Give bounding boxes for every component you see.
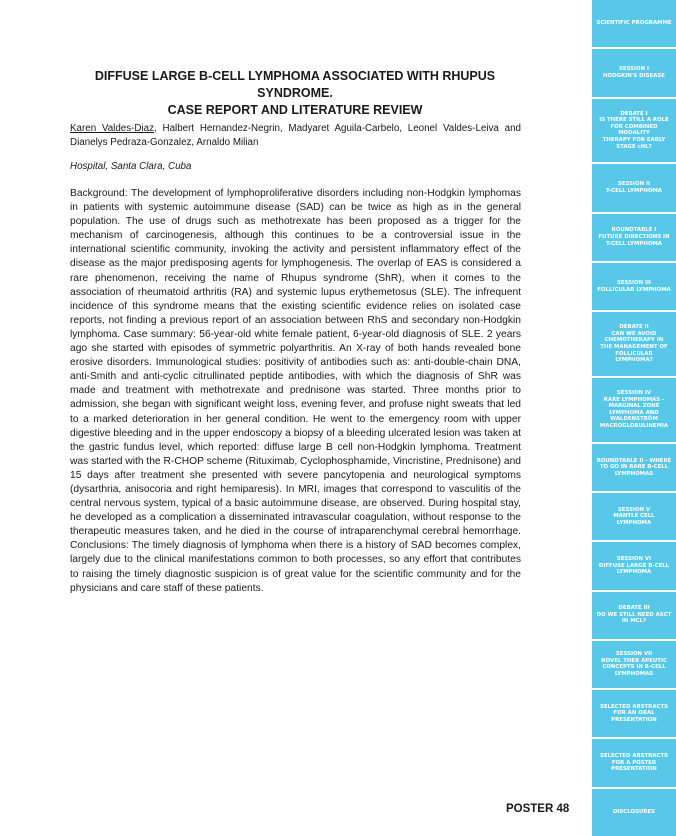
nav-line: TO GO IN RARE B-CELL: [599, 464, 669, 471]
nav-line: CHEMOTHERAPY IN: [604, 337, 664, 344]
nav-line: SELECTED ABSTRACTS: [599, 753, 669, 760]
nav-line: LYMPHOMA AND: [609, 409, 659, 416]
nav-roundtable-1[interactable]: [592, 214, 676, 261]
nav-line: LYMPHOMAS: [614, 470, 654, 477]
author-list: [70, 122, 521, 149]
nav-line: SESSION VII: [615, 651, 653, 658]
nav-line: DEBATE III: [618, 605, 650, 612]
nav-line: DISCLOSURES: [612, 808, 656, 815]
nav-line: STAGE cHL?: [616, 143, 652, 150]
first-author: Karen Valdes-Diaz: [70, 123, 155, 134]
nav-label: [601, 651, 667, 677]
nav-line: ROUNDTABLE I: [611, 227, 657, 234]
nav-label: [600, 753, 668, 773]
nav-roundtable-2[interactable]: [592, 444, 676, 491]
title-line-1: DIFFUSE LARGE B-CELL LYMPHOMA ASSOCIATED WITH RHUPUS SYNDROME.: [94, 69, 496, 100]
nav-label: [596, 507, 672, 527]
nav-line: SESSION III: [616, 279, 652, 286]
nav-label: [600, 704, 668, 724]
nav-session-4[interactable]: [592, 378, 676, 442]
nav-disclosures[interactable]: [592, 789, 676, 836]
nav-label: [598, 227, 669, 247]
affiliation: Hospital, Santa Clara, Cuba: [70, 161, 192, 172]
nav-debate-3[interactable]: [592, 592, 676, 639]
nav-session-2[interactable]: [592, 164, 676, 211]
nav-line: FOLLICULAR LYMPHOMA?: [615, 350, 653, 364]
nav-line: DO WE STILL NEED ASCT: [596, 611, 672, 618]
nav-line: CONCEPTS IN B-CELL: [602, 664, 666, 671]
nav-label: [596, 324, 672, 364]
nav-line: SESSION II: [617, 181, 651, 188]
nav-line: LYMPHOMAS: [614, 671, 654, 678]
nav-session-7[interactable]: [592, 641, 676, 688]
nav-line: DEBATE I: [620, 110, 648, 117]
nav-line: SELECTED ABSTRACTS: [599, 703, 669, 710]
nav-line: ROUNDTABLE II - WHERE: [596, 457, 672, 464]
nav-label: [600, 390, 668, 430]
nav-line: WALDENSTRÖM: [610, 416, 658, 423]
nav-line: CAN WE AVOID: [611, 330, 657, 337]
nav-label: [596, 20, 671, 27]
nav-label: [597, 280, 671, 293]
nav-line: HODGKIN'S DISEASE: [603, 72, 665, 79]
section-nav: [592, 0, 676, 836]
nav-label: [597, 458, 672, 478]
nav-line: THERAPY FOR EARLY: [602, 137, 666, 144]
nav-line: NOVEL THER APEUTIC: [601, 657, 667, 664]
nav-selected-oral[interactable]: [592, 690, 676, 737]
nav-label: [613, 809, 655, 816]
nav-line: RARE LYMPHOMAS -: [603, 396, 665, 403]
nav-label: [599, 556, 669, 576]
nav-session-5[interactable]: [592, 493, 676, 540]
nav-label: [596, 111, 672, 151]
nav-line: FOR A POSTER: [611, 759, 657, 766]
nav-debate-2[interactable]: [592, 312, 676, 376]
nav-line: DEBATE II: [619, 324, 649, 331]
nav-line: FOR COMBINED MODALITY: [610, 123, 658, 137]
nav-line: SESSION VI: [616, 556, 652, 563]
nav-line: T-CELL LYMPHOMA: [606, 187, 662, 194]
nav-line: SESSION I: [618, 66, 650, 73]
nav-line: MACROGLOBULINEMIA: [599, 423, 669, 430]
title-line-2: CASE REPORT AND LITERATURE REVIEW: [167, 103, 423, 117]
nav-line: SESSION IV: [616, 390, 652, 397]
nav-session-1[interactable]: [592, 49, 676, 96]
nav-line: PRESENTATION: [611, 717, 657, 724]
nav-line: THE MANAGEMENT OF: [600, 344, 668, 351]
nav-line: IN MCL?: [621, 618, 647, 625]
nav-line: T-CELL LYMPHOMA: [606, 240, 662, 247]
nav-line: PRESENTATION: [611, 766, 657, 773]
nav-debate-1[interactable]: [592, 99, 676, 163]
nav-line: SCIENTIFIC PROGRAMME: [596, 20, 672, 27]
nav-line: DIFFUSE LARGE B-CELL: [598, 562, 670, 569]
nav-session-6[interactable]: [592, 542, 676, 589]
nav-line: FOR AN ORAL: [613, 710, 655, 717]
nav-label: [603, 66, 665, 79]
nav-line: FOLLICULAR LYMPHOMA: [597, 286, 671, 293]
nav-line: LYMPHOMA: [616, 569, 652, 576]
nav-line: MANTLE CELL LYMPHOMA: [613, 513, 655, 526]
nav-label: [606, 181, 662, 194]
nav-line: FUTURE DIRECTIONS IN: [598, 233, 670, 240]
nav-label: [597, 605, 672, 625]
nav-session-3[interactable]: [592, 263, 676, 310]
other-authors: , Halbert Hernandez-Negrin, Madyaret Aguila-Carbelo, Leonel Valdes-Leiva and Dianelys Pedraza-Gonzalez, Arnaldo Milian: [70, 123, 521, 148]
abstract-body: Background: The development of lymphoproliferative disorders including non-Hodgkin lymphomas in patients with systemic autoimmune disease (SAD) can be twice as high as in the general population. The use of drugs such as methotrexate has been proposed as a trigger for the mechanism of carcinogenesis, although this continues to be a controversial issue in the international scientific community, invoking the activity and persistent inflammatory effect of the disease as the major predisposing agents for lymphogenesis. The overlap of EAS is considered a rare phenomenon, receiving the name of Rhupus syndrome (ShR), when it comes to the association of rheumatoid arthritis (RA) and systemic lupus erythemetosus (SLE). The infrequent incidence of this syndrome means that the existing scientific evidence relies on isolated case reports, not finding a previous report of an association between RhS and secondary non-Hodgkin lymphoma. Case summary: 56-year-old white female patient, 6-year-old diagnosis of SLE. 2 years ago she started with episodes of symmetric polyarthritis. An X-ray of both hands revealed bone erosive disorders. Immunological studies: positivity of antibodies such as: anti-double-chain DNA, anti-Smith and anti-cyclic citrullinated peptide antibodies, with which the diagnosis of ShR was made and treatment with methotrexate and prednisone was started. Three months prior to admission, she began with significant weight loss, evening fever, and profuse night sweats that led to a marked deterioration in her general condition. He went to the emergency room with upper digestive bleeding and in the upper endoscopy a biopsy of a bleeding ulcerated lesion was taken at the gastric fundus level, which reported: diffuse large B cell non-Hodgkin lymphoma. Treatment was started with the R-CHOP scheme (Rituximab, Cyclophosphamide, Vincristine, Prednisone) and 15 days after treatment she presented with severe pancytopenia and neurological symptoms (dysarthria, anisocoria and right hemiparesis). In MRI, images that correspond to vasculitis of the central nervous system, typical of a basic autoimmune disease, are observed. During hospital stay, he developed as a complication a disseminated intravascular coagulation, without response to the therapeutic measures taken, and he died in the course of intraparenchymal cerebral hemorrhage. Conclusions: The timely diagnosis of lymphoma when there is a history of SAD becomes complex, largely due to the clinical manifestations common to both processes, so any effort that contributes to raising the timely diagnostic suspicion is of great value for the scientific community and for the physicians and care staff of these patients.: [70, 188, 521, 594]
nav-line: IS THERE STILL A ROLE: [599, 117, 669, 124]
nav-line: MARGINAL ZONE: [608, 403, 660, 410]
nav-scientific-programme[interactable]: [592, 0, 676, 47]
paper-title: [60, 68, 530, 119]
nav-selected-poster[interactable]: [592, 739, 676, 786]
nav-line: SESSION V: [617, 506, 651, 513]
poster-label: POSTER 48: [506, 803, 570, 815]
